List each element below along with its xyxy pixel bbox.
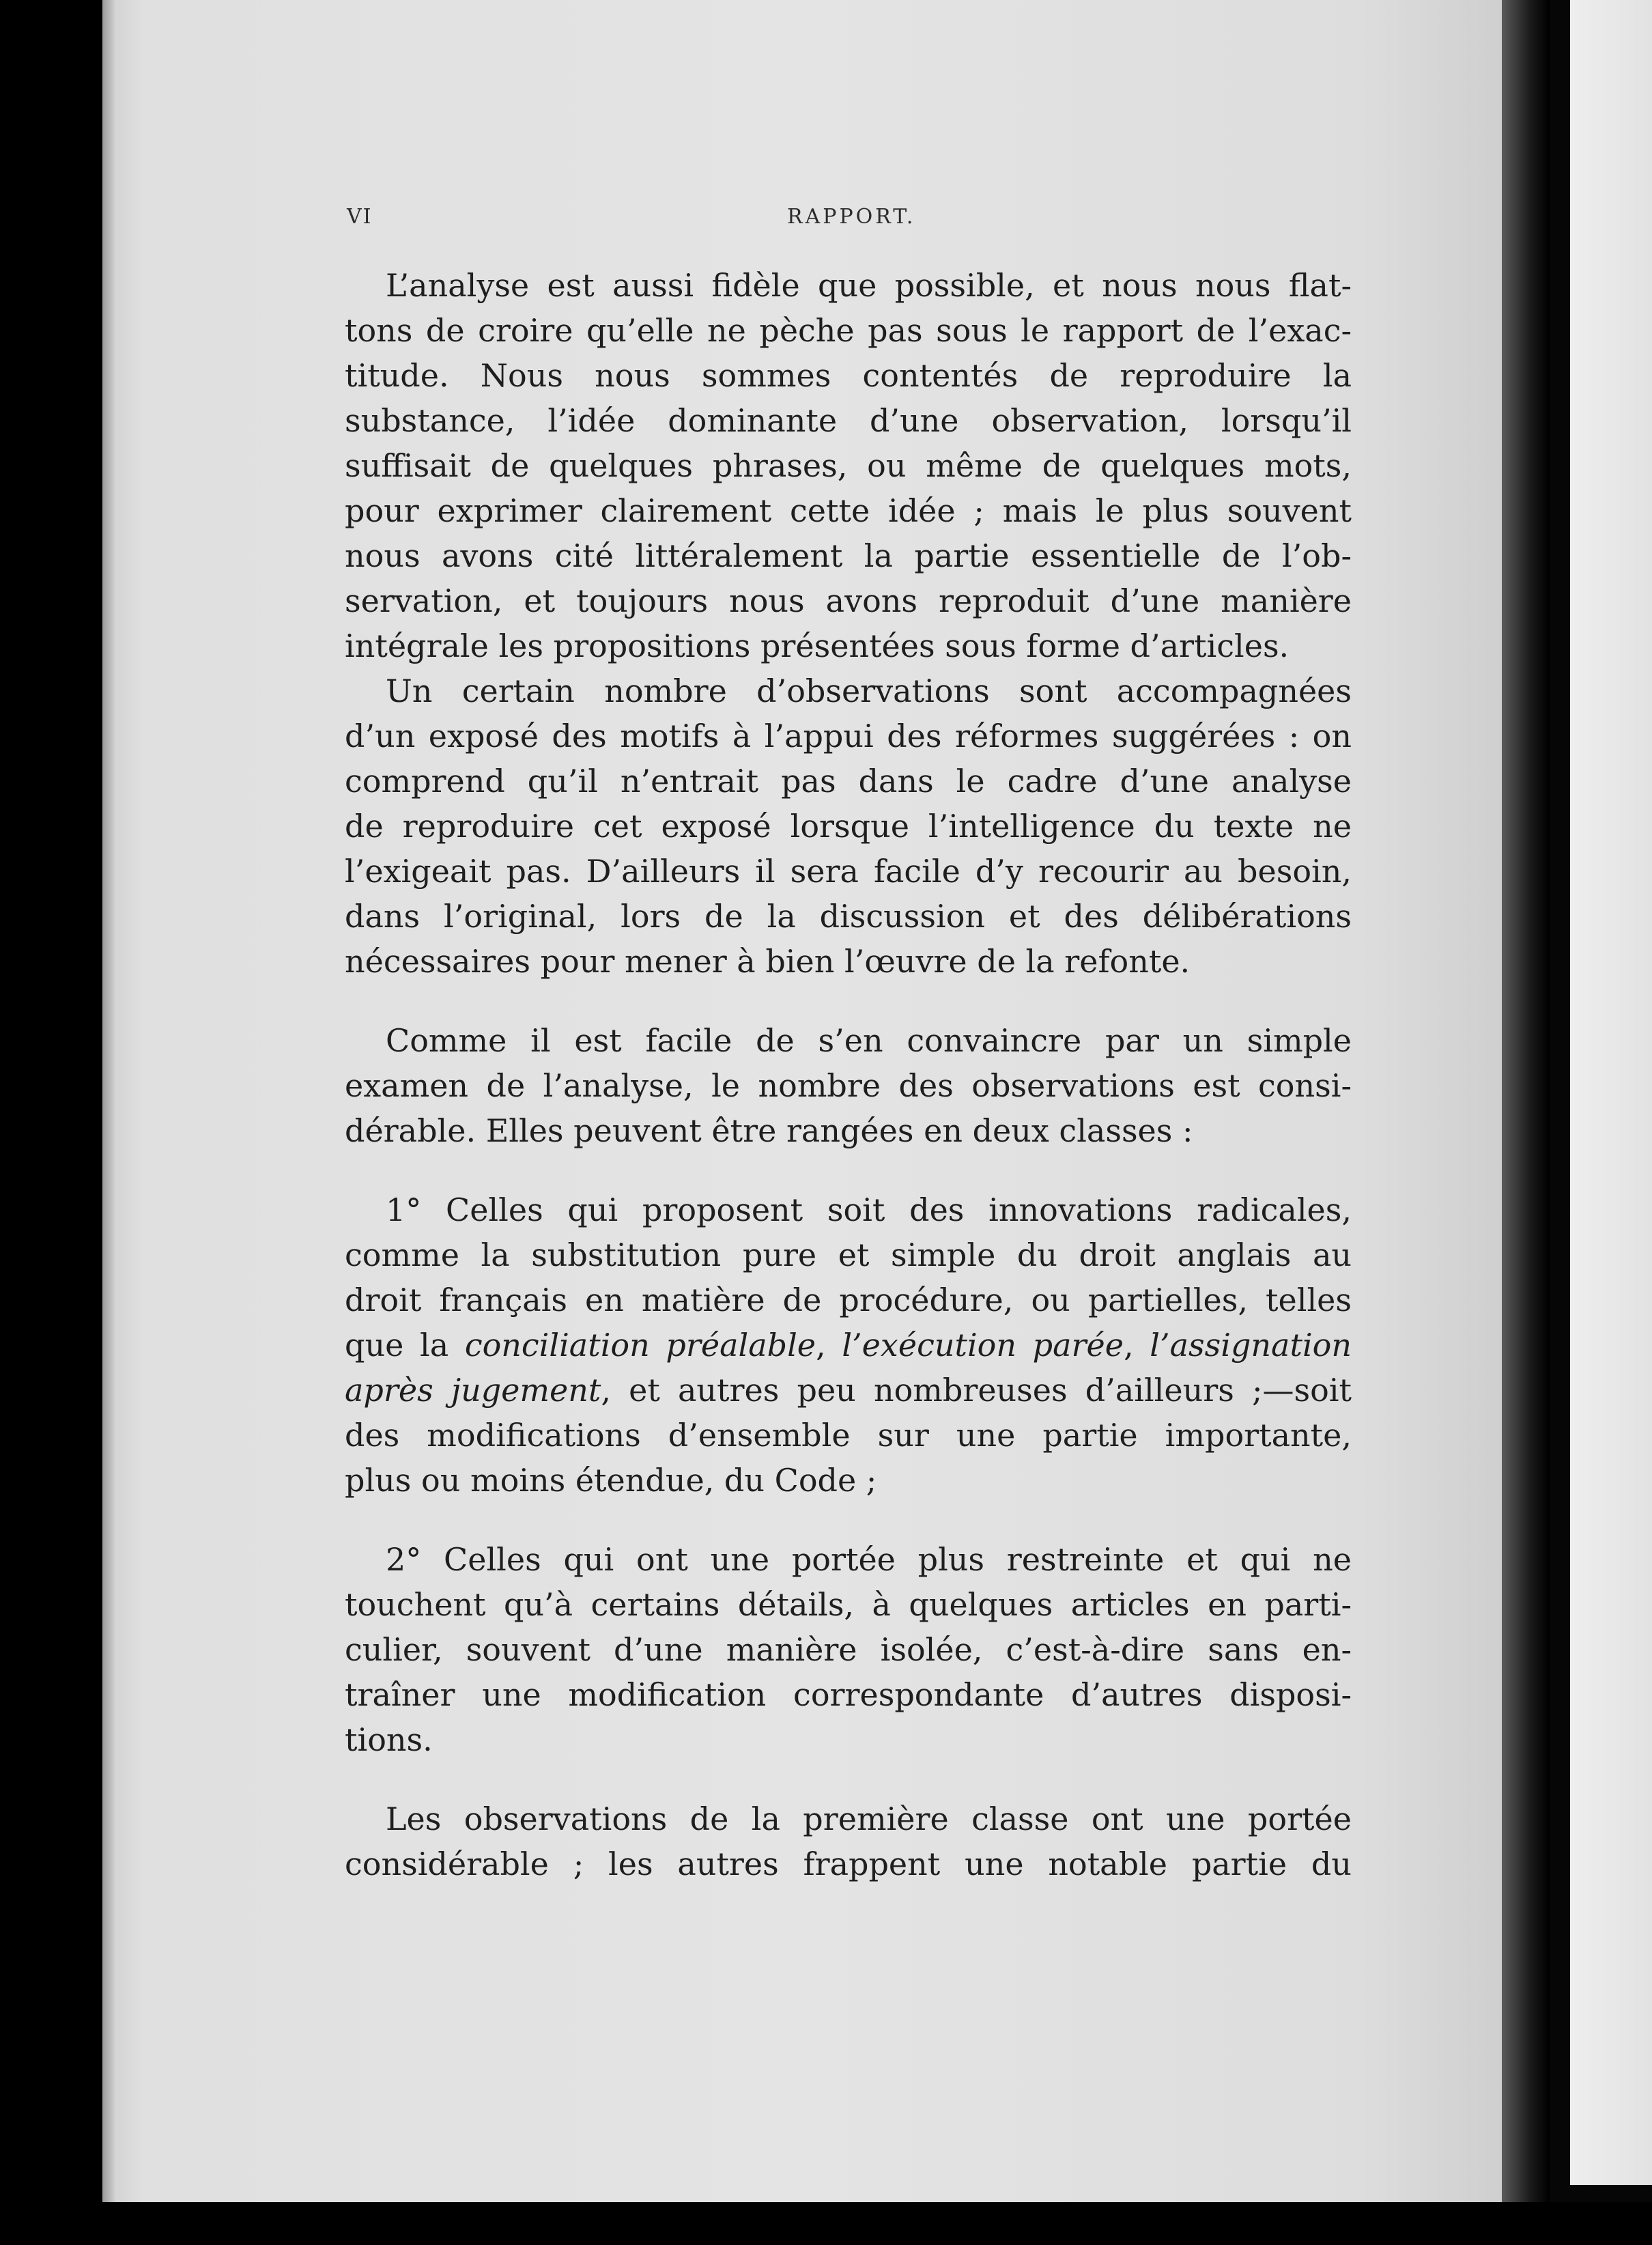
paragraph-1 — [345, 263, 1352, 668]
paragraph-6 — [345, 1796, 1352, 1887]
paragraph-gap — [345, 1153, 1352, 1187]
text-line: considérable ; les autres frappent une notable partie du — [345, 1846, 1352, 1882]
text-line: nous avons cité littéralement la partie essentielle de l’ob- — [345, 537, 1352, 574]
text-line: tons de croire qu’elle ne pèche pas sous le rapport de l’exac- — [345, 312, 1352, 349]
book-gutter — [1502, 0, 1550, 2245]
paragraph-gap — [345, 1503, 1352, 1537]
text-line: de reproduire cet exposé lorsque l’intelligence du texte ne — [345, 808, 1352, 845]
text-run: que la — [345, 1327, 465, 1364]
text-run: , — [816, 1327, 842, 1364]
text-line: dans l’original, lors de la discussion et des délibérations — [345, 898, 1352, 935]
text-line: 2° Celles qui ont une portée plus restreinte et qui ne — [386, 1541, 1352, 1578]
text-line: titude. Nous nous sommes contentés de reproduire la — [345, 357, 1352, 394]
text-line: culier, souvent d’une manière isolée, c’est-à-dire sans en- — [345, 1631, 1352, 1668]
adjacent-page — [1570, 0, 1652, 2185]
italic-term: l’assignation — [1150, 1327, 1352, 1364]
text-line: Les observations de la première classe ont une portée — [386, 1801, 1352, 1837]
text-line: examen de l’analyse, le nombre des observations est consi- — [345, 1067, 1352, 1104]
text-line: comme la substitution pure et simple du droit anglais au — [345, 1237, 1352, 1273]
text-line: des modifications d’ensemble sur une partie importante, — [345, 1417, 1352, 1454]
text-line: Un certain nombre d’observations sont accompagnées — [386, 673, 1352, 709]
text-line: nécessaires pour mener à bien l’œuvre de la refonte. — [345, 943, 1191, 980]
text-line: droit français en matière de procédure, ou partielles, telles — [345, 1282, 1352, 1318]
italic-term: l’exécution parée — [842, 1327, 1124, 1364]
page-left-edge — [102, 0, 115, 2202]
text-line: substance, l’idée dominante d’une observation, lorsqu’il — [345, 402, 1352, 439]
text-line: 1° Celles qui proposent soit des innovations radicales, — [386, 1191, 1352, 1228]
page-number: VI — [347, 205, 373, 229]
text-run: , et autres peu nombreuses d’ailleurs ;—soit — [601, 1372, 1352, 1409]
text-line: suffisait de quelques phrases, ou même de quelques mots, — [345, 447, 1352, 484]
running-title: RAPPORT. — [787, 205, 916, 229]
paragraph-5-second-class — [345, 1537, 1352, 1762]
text-line: plus ou moins étendue, du Code ; — [345, 1462, 877, 1499]
text-line: intégrale les propositions présentées sous forme d’articles. — [345, 627, 1290, 664]
text-line: l’exigeait pas. D’ailleurs il sera facile d’y recourir au besoin, — [345, 853, 1352, 890]
text-line — [345, 1323, 1352, 1368]
text-line: comprend qu’il n’entrait pas dans le cadre d’une analyse — [345, 763, 1352, 800]
italic-term: conciliation préalable — [464, 1327, 816, 1364]
paragraph-gap — [345, 1762, 1352, 1796]
text-line: dérable. Elles peuvent être rangées en deux classes : — [345, 1112, 1193, 1149]
text-line: traîner une modification correspondante d’autres disposi- — [345, 1676, 1352, 1713]
text-line: tions. — [345, 1721, 433, 1758]
paragraph-gap — [345, 984, 1352, 1018]
text-line: pour exprimer clairement cette idée ; mais le plus souvent — [345, 492, 1352, 529]
paragraph-2 — [345, 668, 1352, 984]
text-line: touchent qu’à certains détails, à quelques articles en parti- — [345, 1586, 1352, 1623]
scan-bottom-border — [0, 2202, 1652, 2245]
page-body — [345, 263, 1352, 1887]
text-line — [345, 1368, 1352, 1413]
paragraph-3 — [345, 1018, 1352, 1153]
text-line: servation, et toujours nous avons reproduit d’une manière — [345, 582, 1352, 619]
text-line: L’analyse est aussi fidèle que possible, et nous nous flat- — [386, 267, 1352, 304]
italic-term: après jugement — [345, 1372, 601, 1409]
paragraph-4-first-class — [345, 1187, 1352, 1503]
text-line: d’un exposé des motifs à l’appui des réformes suggérées : on — [345, 718, 1352, 754]
text-run: , — [1123, 1327, 1150, 1364]
text-line: Comme il est facile de s’en convaincre par un simple — [386, 1022, 1352, 1059]
running-head — [347, 205, 1357, 239]
